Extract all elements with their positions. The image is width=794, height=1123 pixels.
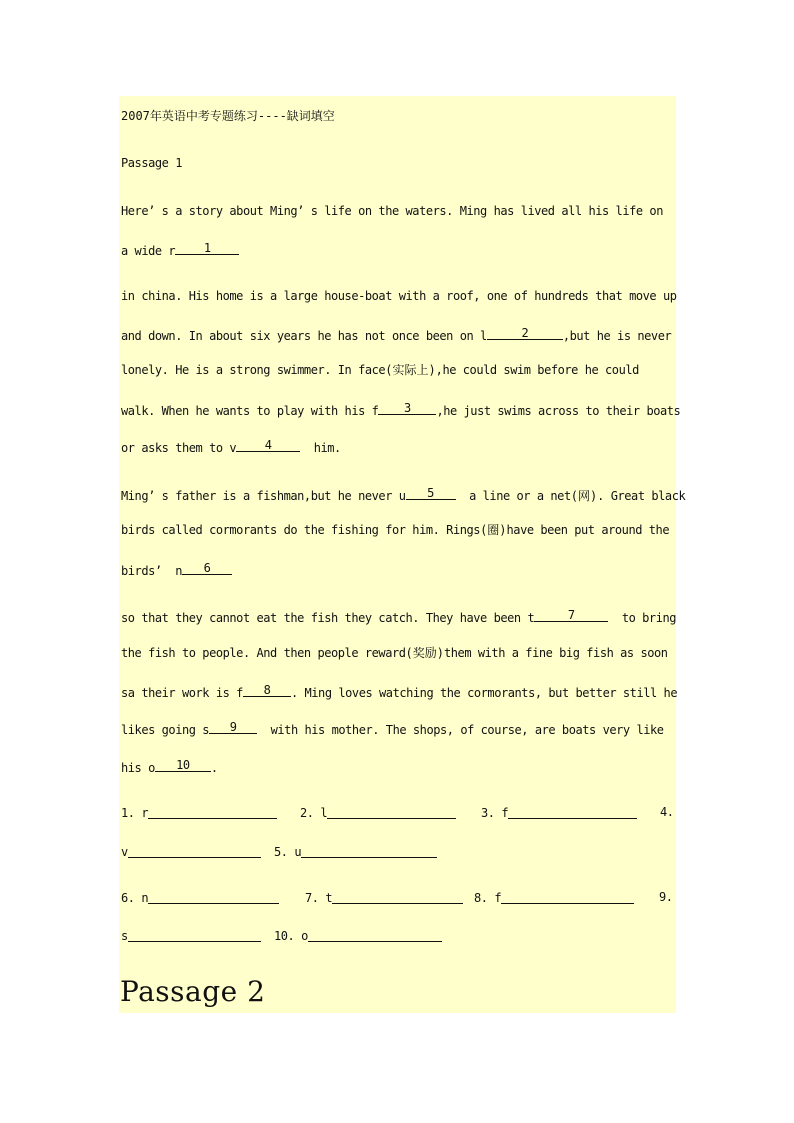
document-page — [119, 96, 676, 1013]
passage-line: a wide r 1 — [121, 241, 239, 258]
passage-line: Ming’ s father is a fishman,but he never u 5 a line or a net(网). Great black — [121, 486, 686, 503]
answer-field-6[interactable]: 6. n — [121, 890, 279, 905]
answer-field-10[interactable]: 10. o — [274, 928, 442, 943]
passage-line: birds’ n 6 — [121, 561, 232, 578]
blank-8[interactable]: 8 — [243, 683, 291, 700]
blank-1[interactable]: 1 — [175, 241, 239, 258]
blank-2[interactable]: 2 — [487, 326, 563, 343]
answer-number-4: 4. — [660, 805, 674, 819]
passage-line: and down. In about six years he has not once been on l 2 ,but he is never — [121, 326, 672, 343]
answer-field-2[interactable]: 2. l — [300, 805, 456, 820]
blank-5[interactable]: 5 — [406, 486, 456, 503]
answer-field-4[interactable]: v — [121, 844, 261, 859]
answer-number-9: 9. — [659, 890, 673, 904]
passage-line: lonely. He is a strong swimmer. In face(实际上),he could swim before he could — [121, 363, 639, 377]
passage-line: in china. His home is a large house-boat with a roof, one of hundreds that move up — [121, 289, 677, 303]
answer-field-8[interactable]: 8. f — [474, 890, 634, 905]
answer-field-1[interactable]: 1. r — [121, 805, 277, 820]
passage-line: the fish to people. And then people reward(奖励)them with a fine big fish as soon — [121, 646, 668, 660]
blank-9[interactable]: 9 — [209, 720, 257, 737]
passage-line: his o 10 . — [121, 758, 218, 775]
blank-4[interactable]: 4 — [236, 438, 300, 455]
passage-1-heading: Passage 1 — [121, 156, 182, 170]
passage-line: so that they cannot eat the fish they catch. They have been t 7 to bring — [121, 608, 677, 625]
passage-line: walk. When he wants to play with his f 3 ,he just swims across to their boats — [121, 401, 681, 418]
passage-line: birds called cormorants do the fishing for him. Rings(圈)have been put around the — [121, 523, 670, 537]
passage-line: or asks them to v 4 him. — [121, 438, 341, 455]
answer-field-7[interactable]: 7. t — [305, 890, 463, 905]
answer-field-3[interactable]: 3. f — [481, 805, 637, 820]
blank-10[interactable]: 10 — [155, 758, 211, 775]
passage-line: sa their work is f 8 . Ming loves watching the cormorants, but better still he — [121, 683, 678, 700]
blank-3[interactable]: 3 — [378, 401, 436, 418]
answer-field-9[interactable]: s — [121, 928, 261, 943]
answer-field-5[interactable]: 5. u — [274, 844, 437, 859]
blank-7[interactable]: 7 — [534, 608, 608, 625]
passage-2-heading: Passage 2 — [120, 975, 266, 1008]
passage-line: likes going s 9 with his mother. The shops, of course, are boats very like — [121, 720, 664, 737]
document-title: 2007年英语中考专题练习----缺词填空 — [121, 109, 335, 123]
blank-6[interactable]: 6 — [182, 561, 232, 578]
passage-line: Here’ s a story about Ming’ s life on the waters. Ming has lived all his life on — [121, 204, 663, 218]
